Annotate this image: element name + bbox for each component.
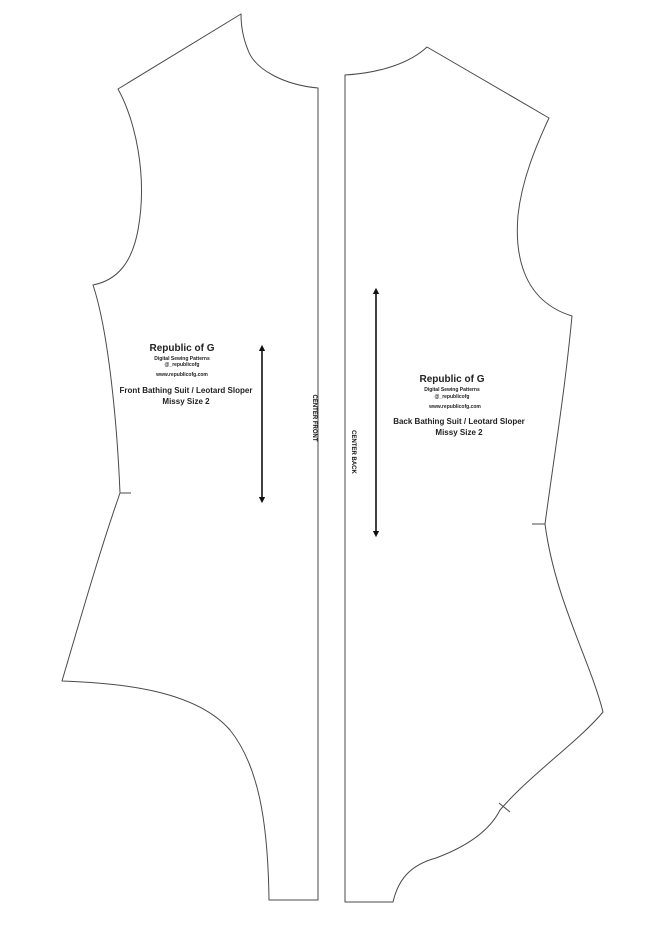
front-piece-name: Front Bathing Suit / Leotard Sloper: [119, 386, 253, 395]
back-tagline: Digital Sewing Patterns: [424, 387, 480, 393]
front-pattern-piece: [62, 14, 318, 900]
back-fold-label: CENTER BACK: [350, 430, 356, 474]
back-brand-name: Republic of G: [419, 374, 485, 385]
front-piece-outline: [62, 14, 318, 900]
back-piece-outline: [345, 47, 603, 902]
back-piece-name: Back Bathing Suit / Leotard Sloper: [393, 417, 525, 426]
front-size: Missy Size 2: [162, 397, 210, 406]
back-handle: @_republicofg: [434, 394, 470, 400]
front-tagline: Digital Sewing Patterns: [154, 356, 210, 362]
front-website: www.republicofg.com: [156, 372, 208, 378]
front-handle: @_republicofg: [164, 362, 200, 368]
back-website: www.republicofg.com: [429, 404, 481, 410]
front-brand-name: Republic of G: [149, 343, 215, 354]
front-fold-label: CENTER FRONT: [311, 394, 317, 442]
back-size: Missy Size 2: [435, 428, 483, 437]
back-pattern-piece: [345, 47, 603, 902]
